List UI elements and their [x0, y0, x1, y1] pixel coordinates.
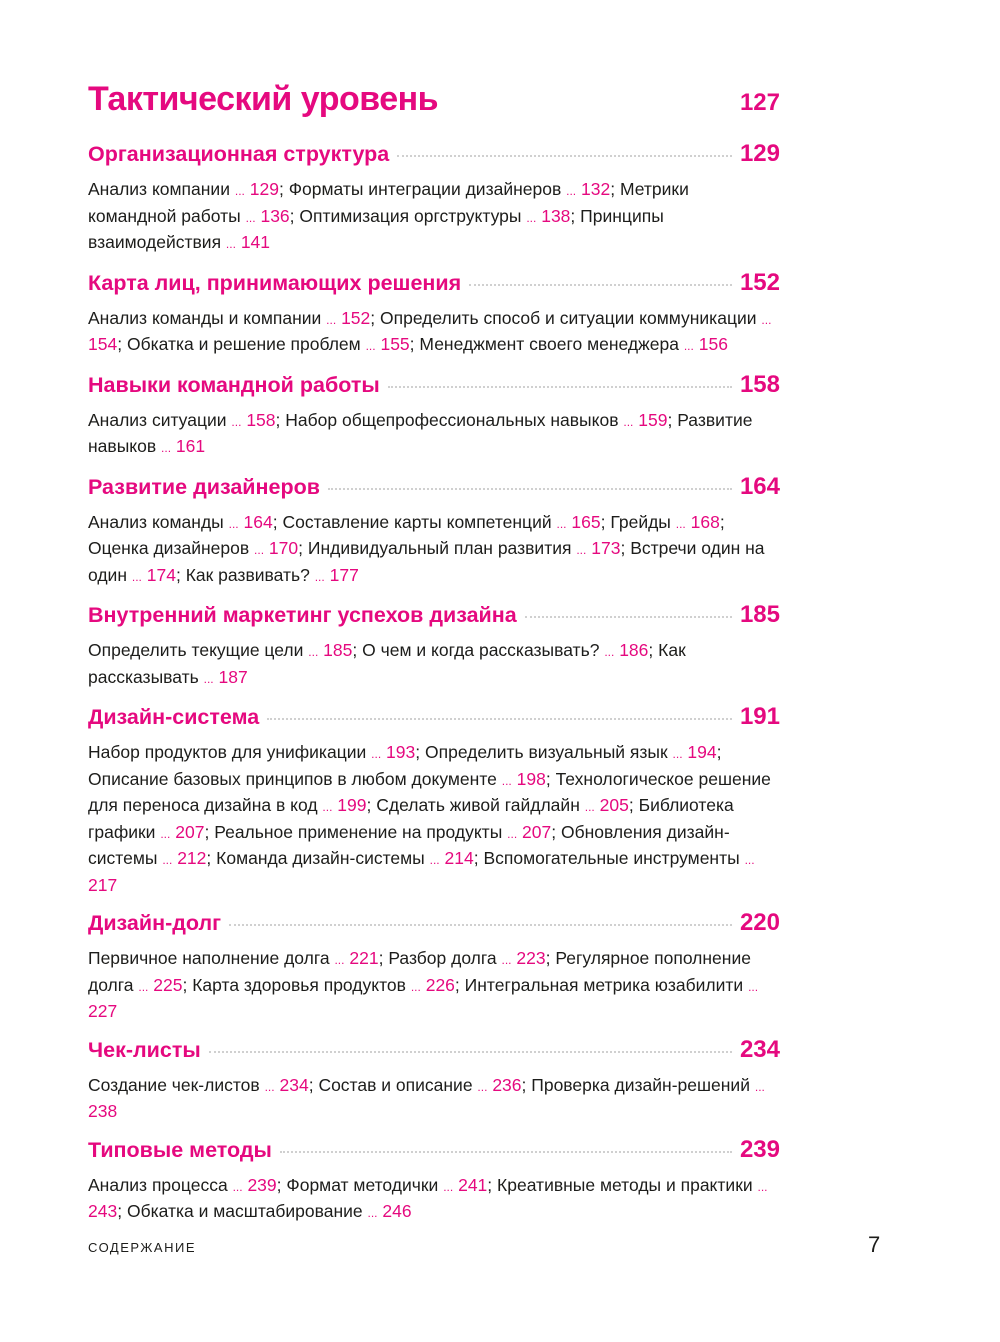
dots-separator: ...: [232, 1179, 243, 1194]
entry-separator: ;: [378, 948, 384, 968]
subsection-page-number: 234: [279, 1074, 309, 1095]
entry-separator: ;: [276, 1174, 282, 1195]
section-title[interactable]: Внутренний маркетинг успехов дизайна: [88, 603, 517, 627]
section-title[interactable]: Дизайн-долг: [88, 911, 222, 935]
subsection-list: [88, 306, 780, 359]
subsection-title: Оптимизация оргструктуры: [299, 205, 522, 226]
subsection-title: Реальное применение на продукты: [214, 821, 503, 842]
subsection-entry[interactable]: [88, 512, 278, 532]
subsection-title: Анализ процесса: [88, 1174, 228, 1195]
subsection-title: Встречи один на один: [88, 538, 765, 585]
dot-leader: [209, 1051, 732, 1053]
subsection-page-number: 194: [687, 742, 717, 762]
subsection-title: Как развивать?: [185, 564, 310, 585]
entry-separator: ;: [117, 334, 123, 354]
subsection-page-number: 158: [246, 409, 276, 430]
dots-separator: ...: [203, 671, 214, 686]
subsection-entry[interactable]: [299, 206, 575, 226]
dots-separator: ...: [326, 312, 337, 327]
entry-separator: ;: [409, 334, 415, 354]
dots-separator: ...: [138, 979, 149, 994]
subsection-page-number: 164: [243, 511, 273, 532]
subsection-entry[interactable]: [88, 640, 357, 660]
subsection-page-number: 241: [458, 1174, 488, 1195]
section-page-number: 152: [739, 268, 780, 296]
dots-separator: ...: [526, 210, 537, 225]
dot-leader: [229, 924, 732, 926]
subsection-page-number: 136: [260, 205, 290, 226]
dots-separator: ...: [231, 414, 242, 429]
toc-section: [88, 1036, 780, 1124]
subsection-list: [88, 1073, 780, 1124]
subsection-entry[interactable]: [289, 179, 615, 199]
toc-section: [88, 909, 780, 1024]
subsection-page-number: 159: [638, 409, 668, 430]
subsection-page-number: 223: [516, 948, 546, 968]
section-title[interactable]: Карта лиц, принимающих решения: [88, 270, 462, 295]
dots-separator: ...: [501, 773, 512, 788]
entry-separator: ;: [298, 538, 303, 558]
dots-separator: ...: [604, 645, 615, 659]
dots-separator: ...: [371, 747, 382, 761]
subsection-title: Вспомогательные инструменты: [483, 848, 740, 868]
subsection-page-number: 227: [88, 1001, 118, 1021]
entry-separator: ;: [667, 409, 673, 430]
subsection-page-number: 177: [329, 564, 359, 585]
running-footer-label: СОДЕРЖАНИЕ: [88, 1240, 197, 1255]
entry-separator: ;: [648, 640, 654, 660]
dots-separator: ...: [675, 516, 686, 531]
dots-separator: ...: [228, 516, 239, 531]
dots-separator: ...: [761, 312, 772, 327]
section-title[interactable]: Дизайн-система: [88, 705, 260, 729]
dots-separator: ...: [162, 853, 173, 867]
dots-separator: ...: [556, 516, 567, 531]
dots-separator: ...: [322, 800, 333, 814]
entry-separator: ;: [628, 795, 634, 815]
subsection-page-number: 225: [153, 974, 183, 995]
dot-leader: [328, 488, 732, 490]
subsection-entry[interactable]: [88, 179, 284, 199]
subsection-page-number: 156: [698, 334, 728, 354]
subsection-page-number: 238: [88, 1101, 118, 1121]
toc-section: [88, 601, 780, 691]
dots-separator: ...: [234, 184, 245, 198]
toc-section: [88, 269, 780, 359]
subsection-entry[interactable]: [192, 975, 460, 995]
section-heading: [88, 703, 780, 737]
section-page-number: 239: [739, 1135, 780, 1163]
dots-separator: ...: [365, 339, 376, 353]
dots-separator: ...: [623, 414, 634, 429]
subsection-title: Метрики командной работы: [88, 179, 689, 226]
subsection-title: Обкатка и решение проблем: [126, 334, 361, 354]
subsection-list: [88, 510, 780, 590]
section-page-number: 220: [739, 909, 780, 936]
subsection-title: Разбор долга: [388, 948, 497, 968]
entry-separator: ;: [570, 205, 576, 226]
subsection-title: Как рассказывать: [88, 640, 686, 687]
subsection-title: Определить текущие цели: [88, 640, 304, 660]
subsection-title: Карта здоровья продуктов: [192, 974, 406, 995]
subsection-title: Анализ команды и компании: [88, 307, 322, 328]
dot-leader: [469, 284, 732, 286]
section-title[interactable]: Навыки командной работы: [88, 372, 380, 397]
entry-separator: ;: [206, 848, 212, 868]
subsection-entry[interactable]: [88, 410, 280, 430]
subsection-title: Анализ компании: [88, 179, 230, 199]
dots-separator: ...: [757, 1179, 768, 1194]
subsection-entry[interactable]: [318, 1075, 526, 1095]
subsection-page-number: 214: [444, 848, 474, 868]
subsection-list: [88, 1173, 780, 1226]
dots-separator: ...: [507, 826, 518, 841]
toc-section: [88, 473, 780, 590]
subsection-title: Форматы интеграции дизайнеров: [288, 179, 562, 199]
subsection-title: Регулярное пополнение долга: [88, 948, 751, 995]
page-number: 7: [868, 1232, 881, 1257]
dots-separator: ...: [131, 569, 142, 584]
entry-separator: ;: [308, 1074, 314, 1095]
subsection-title: Технологическое решение для переноса дизайна в код: [88, 768, 771, 815]
entry-separator: ;: [278, 179, 284, 199]
subsection-title: Принципы взаимодействия: [88, 205, 664, 252]
section-heading: [88, 371, 780, 405]
subsection-page-number: 236: [492, 1074, 522, 1095]
toc-section: [88, 1136, 780, 1226]
subsection-title: Команда дизайн-системы: [216, 848, 425, 868]
entry-separator: ;: [182, 974, 188, 995]
subsection-page-number: 239: [247, 1174, 277, 1195]
subsection-entry[interactable]: [214, 822, 556, 842]
entry-separator: ;: [487, 1174, 493, 1195]
dots-separator: ...: [160, 826, 171, 841]
subsection-page-number: 165: [571, 511, 601, 532]
subsection-entry[interactable]: [88, 538, 303, 558]
dots-separator: ...: [264, 1079, 275, 1094]
dots-separator: ...: [566, 184, 577, 198]
subsection-page-number: 212: [177, 848, 207, 868]
subsection-entry[interactable]: [186, 565, 359, 585]
entry-separator: ;: [175, 564, 181, 585]
toc-section: [88, 371, 780, 461]
section-title[interactable]: Чек-листы: [88, 1037, 201, 1062]
entry-separator: ;: [620, 538, 626, 558]
subsection-entry[interactable]: [610, 512, 724, 532]
subsection-title: Библиотека графики: [88, 795, 734, 842]
toc-sections: [88, 140, 780, 1238]
section-page-number: 164: [739, 472, 780, 500]
dot-leader: [525, 616, 732, 618]
subsection-entry[interactable]: [127, 1201, 412, 1221]
dots-separator: ...: [443, 1179, 454, 1194]
entry-separator: ;: [610, 179, 616, 199]
entry-separator: ;: [454, 974, 460, 995]
dots-separator: ...: [245, 210, 256, 225]
dots-separator: ...: [314, 569, 325, 584]
subsection-page-number: 226: [425, 974, 455, 995]
subsection-page-number: 205: [599, 795, 629, 815]
dots-separator: ...: [744, 853, 755, 867]
entry-separator: ;: [551, 821, 557, 842]
subsection-page-number: 199: [337, 795, 367, 815]
subsection-entry[interactable]: [216, 848, 478, 868]
entry-separator: ;: [117, 1201, 123, 1221]
subsection-list: [88, 740, 780, 897]
subsection-page-number: 221: [349, 948, 379, 968]
dots-separator: ...: [410, 979, 421, 994]
part-heading: [88, 80, 780, 130]
subsection-entry[interactable]: [88, 742, 420, 762]
subsection-title: Обкатка и масштабирование: [126, 1201, 363, 1221]
section-page-number: 158: [739, 370, 780, 398]
subsection-title: Первичное наполнение долга: [88, 948, 330, 968]
subsection-page-number: 243: [88, 1201, 118, 1221]
toc-section: [88, 140, 780, 257]
entry-separator: ;: [275, 409, 281, 430]
subsection-list: [88, 408, 780, 461]
dots-separator: ...: [225, 237, 236, 251]
subsection-entry[interactable]: [88, 948, 383, 968]
subsection-entry[interactable]: [308, 538, 625, 558]
subsection-entry[interactable]: [388, 948, 550, 968]
section-page-number: 129: [739, 140, 780, 167]
subsection-title: Набор продуктов для унификации: [88, 742, 367, 762]
dots-separator: ...: [754, 1079, 765, 1094]
entry-separator: ;: [352, 640, 358, 660]
subsection-entry[interactable]: [362, 640, 653, 660]
subsection-title: Проверка дизайн-решений: [531, 1074, 750, 1095]
subsection-page-number: 138: [541, 205, 571, 226]
section-heading: [88, 140, 780, 174]
subsection-title: Набор общепрофессиональных навыков: [285, 409, 619, 430]
dots-separator: ...: [683, 339, 694, 353]
section-heading: [88, 1036, 780, 1070]
subsection-title: О чем и когда рассказывать?: [362, 640, 600, 660]
subsection-page-number: 246: [382, 1201, 412, 1221]
dots-separator: ...: [672, 747, 683, 761]
subsection-title: Менеджмент своего менеджера: [419, 334, 679, 354]
subsection-title: Формат методички: [286, 1174, 439, 1195]
subsection-page-number: 174: [146, 564, 176, 585]
section-title[interactable]: Типовые методы: [88, 1137, 272, 1162]
entry-separator: ;: [272, 511, 278, 532]
subsection-entry[interactable]: [376, 795, 633, 815]
subsection-title: Индивидуальный план развития: [307, 538, 572, 558]
subsection-page-number: 187: [218, 666, 248, 687]
subsection-entry[interactable]: [88, 1075, 314, 1095]
subsection-entry[interactable]: [127, 334, 415, 354]
entry-separator: ;: [600, 511, 606, 532]
toc-section: [88, 703, 780, 897]
subsection-title: Развитие навыков: [88, 409, 753, 456]
dots-separator: ...: [308, 645, 319, 659]
subsection-page-number: 141: [240, 232, 271, 252]
entry-separator: ;: [366, 795, 372, 815]
subsection-title: Сделать живой гайдлайн: [376, 795, 580, 815]
subsection-page-number: 185: [323, 640, 353, 660]
entry-separator: ;: [289, 205, 295, 226]
section-title[interactable]: Организационная структура: [88, 142, 390, 166]
subsection-title: Интегральная метрика юзабилити: [464, 974, 744, 995]
subsection-page-number: 152: [341, 307, 371, 328]
subsection-title: Определить способ и ситуации коммуникации: [380, 307, 757, 328]
subsection-page-number: 193: [386, 742, 416, 762]
subsection-title: Анализ команды: [88, 511, 224, 532]
subsection-title: Анализ ситуации: [88, 409, 227, 430]
dots-separator: ...: [576, 543, 587, 557]
entry-separator: ;: [370, 307, 376, 328]
subsection-entry[interactable]: [88, 1175, 282, 1195]
dot-leader: [267, 718, 732, 720]
dots-separator: ...: [477, 1079, 488, 1094]
part-title[interactable]: Тактический уровень: [88, 80, 439, 118]
subsection-entry[interactable]: [286, 1175, 492, 1195]
subsection-page-number: 207: [175, 821, 205, 842]
entry-separator: ;: [545, 768, 551, 789]
subsection-page-number: 217: [88, 874, 118, 895]
dots-separator: ...: [254, 543, 265, 557]
subsection-page-number: 170: [268, 538, 299, 558]
entry-separator: ;: [415, 742, 421, 762]
dots-separator: ...: [367, 1206, 378, 1220]
subsection-list: [88, 177, 780, 257]
entry-separator: ;: [204, 821, 210, 842]
section-page-number: 234: [739, 1035, 780, 1063]
subsection-title: Определить визуальный язык: [425, 742, 668, 762]
subsection-list: [88, 638, 780, 691]
subsection-page-number: 154: [88, 334, 118, 354]
section-heading: [88, 269, 780, 303]
subsection-title: Оценка дизайнеров: [88, 538, 250, 558]
entry-separator: ;: [521, 1074, 527, 1095]
subsection-title: Создание чек-листов: [88, 1074, 260, 1095]
entry-separator: ;: [716, 742, 722, 762]
subsection-title: Обновления дизайн-системы: [88, 821, 730, 868]
subsection-page-number: 161: [175, 436, 206, 456]
subsection-page-number: 198: [516, 768, 546, 789]
dots-separator: ...: [584, 800, 595, 814]
subsection-page-number: 186: [619, 640, 649, 660]
dots-separator: ...: [501, 953, 512, 967]
dot-leader: [280, 1151, 732, 1153]
subsection-entry[interactable]: [282, 512, 605, 532]
section-page-number: 185: [739, 601, 780, 628]
entry-separator: ;: [473, 848, 479, 868]
entry-separator: ;: [545, 948, 551, 968]
subsection-entry[interactable]: [419, 334, 728, 354]
section-page-number: 191: [739, 703, 780, 730]
dot-leader: [388, 386, 732, 388]
subsection-entry[interactable]: [88, 308, 375, 328]
subsection-page-number: 207: [522, 821, 552, 842]
part-page-number: 127: [739, 89, 780, 116]
subsection-entry[interactable]: [285, 410, 672, 430]
subsection-page-number: 173: [591, 538, 621, 558]
subsection-entry[interactable]: [425, 742, 722, 762]
dots-separator: ...: [429, 853, 440, 867]
subsection-page-number: 155: [380, 334, 410, 354]
section-heading: [88, 1136, 780, 1170]
subsection-title: Креативные методы и практики: [497, 1174, 753, 1195]
subsection-title: Грейды: [610, 511, 671, 532]
section-heading: [88, 909, 780, 943]
dots-separator: ...: [334, 953, 345, 967]
section-title[interactable]: Развитие дизайнеров: [88, 474, 320, 499]
subsection-title: Описание базовых принципов в любом документе: [88, 768, 497, 789]
subsection-list: [88, 946, 780, 1024]
subsection-title: Составление карты компетенций: [282, 511, 552, 532]
entry-separator: ;: [719, 511, 725, 532]
subsection-entry[interactable]: [88, 769, 551, 789]
dot-leader: [397, 155, 732, 157]
section-heading: [88, 473, 780, 507]
section-heading: [88, 601, 780, 635]
subsection-page-number: 168: [690, 511, 720, 532]
subsection-title: Состав и описание: [318, 1074, 473, 1095]
subsection-page-number: 129: [249, 179, 279, 199]
dots-separator: ...: [748, 979, 759, 994]
subsection-page-number: 132: [581, 179, 611, 199]
dots-separator: ...: [161, 441, 172, 455]
